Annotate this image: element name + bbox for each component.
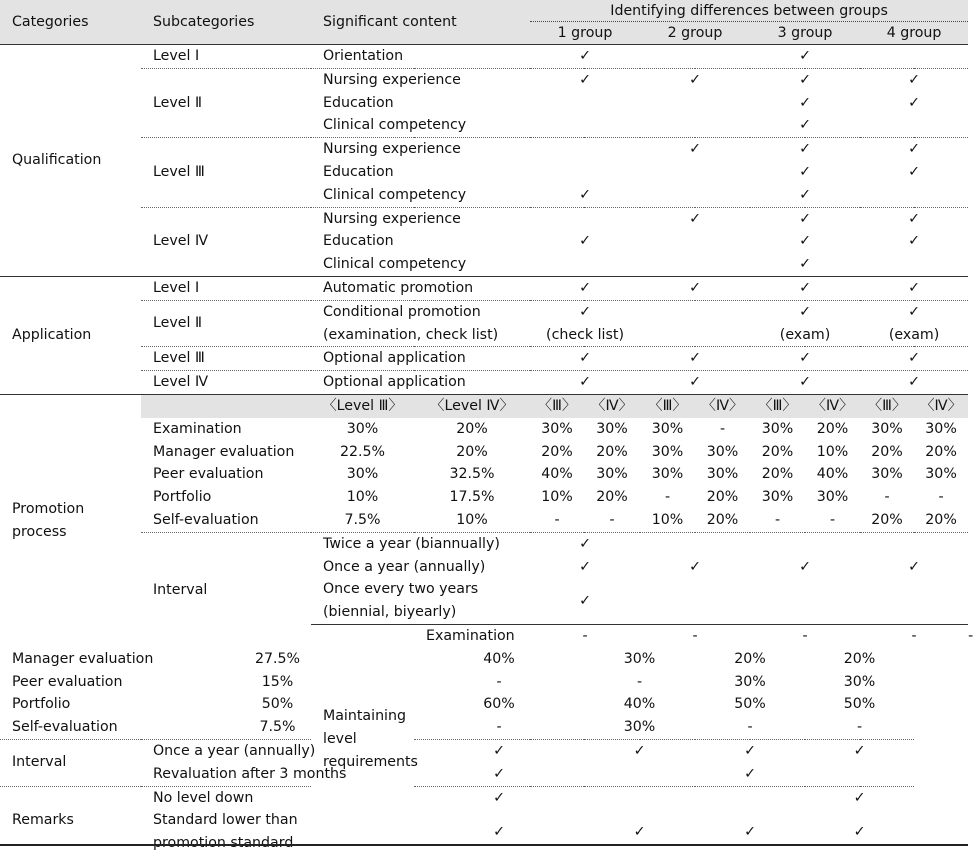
check-mark: ✓ [584,739,695,762]
empty-cell [805,763,914,786]
empty-cell [860,578,968,601]
subhead-roman-4: 〈Ⅳ〉 [914,394,968,417]
maint-value: 60% [483,696,515,713]
promo-value: - [884,489,890,506]
check-mark: ✓ [640,371,750,395]
note-check-list: (check list) [546,326,624,343]
empty-cell [860,45,968,69]
promo-value: 30% [871,420,903,437]
sub-level-4: Level Ⅳ [141,371,311,395]
empty-cell [860,601,968,624]
empty-cell [530,138,640,161]
promo-value: 30% [761,489,794,506]
content-no-level-down: No level down [141,786,414,809]
sub-interval: Interval [0,739,141,786]
subhead-level-3: 〈Level Ⅲ〉 [311,394,414,417]
promo-value: 10% [651,511,684,528]
check-mark: ✓ [860,276,968,300]
app-l1-row [0,276,968,300]
empty-cell [530,114,640,137]
content-orientation: Orientation [311,45,530,69]
promo-value: 22.5% [339,443,386,460]
header-g3: 3 group [750,22,860,45]
maint-row-manager [0,648,968,671]
maint-value: - [860,624,968,647]
promo-label: Examination [153,420,242,437]
check-mark: ✓ [799,163,811,180]
empty-cell [640,253,750,276]
app-l3-row [0,347,968,371]
sub-level-3: Level Ⅲ [141,138,311,207]
check-mark: ✓ [799,558,811,575]
empty-cell [640,300,750,323]
promo-value: 10% [816,443,849,460]
promo-subheader-row [0,394,968,417]
header-subcategories: Subcategories [141,0,311,45]
promo-value: 30% [346,466,379,483]
check-mark: ✓ [799,94,811,111]
check-mark: ✓ [640,347,750,371]
check-mark: ✓ [860,68,968,91]
sub-level-1: Level Ⅰ [141,45,311,69]
promo-value: 30% [706,466,739,483]
bottom-rule [0,844,968,846]
sub-level-2: Level Ⅱ [141,300,311,347]
check-mark: ✓ [750,45,860,69]
maint-value: 20% [734,650,766,667]
cat-promotion-line1: Promotion [12,501,85,518]
content-once-a-year: Once a year (annually) [141,739,414,762]
check-mark: ✓ [744,765,756,782]
promo-value: 30% [706,443,739,460]
content-standard-lower: Standard lower than [153,812,298,829]
promo-value: 20% [456,443,488,460]
content-education: Education [323,233,394,250]
promo-value: 32.5% [449,466,495,483]
content-nursing-experience: Nursing experience [311,138,530,161]
maint-value: 30% [623,650,656,667]
promo-value: - [609,511,615,528]
check-mark: ✓ [799,256,811,273]
maint-row-portfolio [0,693,968,716]
cat-maintaining-line2: requirements [323,754,418,771]
maint-label: Examination [414,624,530,647]
check-mark: ✓ [530,68,640,91]
cat-maintaining-line1: Maintaining level [323,708,406,748]
check-mark: ✓ [530,532,640,555]
promo-value: 20% [925,511,957,528]
content-once-a-year: Once a year (annually) [323,558,486,575]
check-mark: ✓ [689,558,701,575]
maint-value: - [747,719,753,736]
check-mark: ✓ [805,786,914,809]
qual-l3-row-1 [0,138,968,161]
content-promotion-standard: promotion standard [153,835,294,852]
maint-label: Peer evaluation [12,673,123,690]
content-clinical-competency: Clinical competency [323,117,467,134]
check-mark: ✓ [750,300,860,323]
content-clinical-competency: Clinical competency [323,186,467,203]
header-content: Significant content [311,0,530,45]
promo-value: - [774,511,781,528]
maint-value: 30% [623,719,656,736]
empty-cell [640,230,750,253]
check-mark: ✓ [750,68,860,91]
subhead-roman-3: 〈Ⅲ〉 [530,394,584,417]
promo-value: 20% [706,489,739,506]
content-education: Education [323,94,394,111]
check-mark: ✓ [414,739,584,762]
promo-row-examination [0,418,968,441]
cat-promotion-line2: process [12,524,67,541]
promo-value: 30% [925,420,957,437]
cat-qualification: Qualification [0,45,141,277]
subhead-roman-4: 〈Ⅳ〉 [584,394,640,417]
empty-cell [640,114,750,137]
empty-cell [530,161,640,184]
promo-row-self [0,509,968,532]
check-mark: ✓ [579,233,591,250]
header-row-1 [0,0,968,22]
app-l2-row-1 [0,300,968,323]
promo-value: 30% [651,466,684,483]
sub-level-3: Level Ⅲ [141,347,311,371]
promo-value: - [938,489,944,506]
maint-remarks-row-1 [0,786,968,809]
content-nursing-experience: Nursing experience [311,68,530,91]
promo-value: 20% [871,511,903,528]
check-mark: ✓ [414,786,584,809]
promo-value: 30% [651,443,684,460]
cat-promotion-process [0,394,141,647]
maint-value: - [636,673,643,690]
check-mark: ✓ [860,371,968,395]
maint-value: 40% [483,650,515,667]
note-exam: (exam) [779,326,831,343]
promo-value: 7.5% [344,511,381,528]
empty-cell [530,207,640,230]
maint-value: 50% [734,696,766,713]
promo-row-peer [0,463,968,486]
maint-row-peer [0,671,968,694]
content-conditional-detail: (examination, check list) [323,326,499,343]
check-mark: ✓ [493,765,505,782]
sub-interval: Interval [141,532,311,647]
maint-row-examination: Maintaining level requirements Examination - - - - - [0,624,968,647]
promo-label: Portfolio [153,489,212,506]
content-nursing-experience: Nursing experience [311,207,530,230]
check-mark: ✓ [530,347,640,371]
promo-row-manager [0,441,968,464]
header-g2: 2 group [640,22,750,45]
promo-value: 20% [761,466,794,483]
qual-l2-row-1 [0,68,968,91]
header-g1: 1 group [530,22,640,45]
empty-cell [530,253,640,276]
empty-cell [750,532,860,555]
maint-remarks-row-2 [0,809,968,832]
empty-cell [750,578,860,601]
check-mark: ✓ [799,186,811,203]
check-mark: ✓ [908,94,920,111]
subhead-roman-3: 〈Ⅲ〉 [860,394,914,417]
promo-value: 10% [346,489,379,506]
maint-label: Self-evaluation [12,719,118,736]
app-l4-row [0,371,968,395]
content-revaluation: Revaluation after 3 months [153,765,347,782]
header-g4: 4 group [860,22,968,45]
check-mark: ✓ [530,300,640,323]
content-twice-a-year: Twice a year (biannually) [311,532,530,555]
check-mark: ✓ [633,823,646,840]
promo-label: Peer evaluation [153,466,264,483]
empty-cell [640,532,750,555]
empty-cell [860,114,968,137]
promo-value: 10% [456,511,488,528]
promo-value: 10% [541,489,573,506]
maint-value: - [530,624,640,647]
empty-cell [640,161,750,184]
promo-row-portfolio [0,486,968,509]
sub-level-1: Level Ⅰ [141,276,311,300]
content-optional-application: Optional application [311,347,530,371]
empty-cell [640,578,750,601]
check-mark: ✓ [799,233,811,250]
empty-cell [695,786,805,809]
promo-value: 30% [596,466,628,483]
maint-value: - [856,719,863,736]
promo-value: 20% [596,443,628,460]
maint-row-self [0,716,968,739]
promo-value: 20% [925,443,957,460]
check-mark: ✓ [853,823,866,840]
maint-value: 40% [623,696,656,713]
check-mark: ✓ [750,347,860,371]
check-mark: ✓ [640,68,750,91]
sub-level-2: Level Ⅱ [141,68,311,137]
check-mark: ✓ [860,138,968,161]
empty-cell [640,324,750,347]
empty-cell [640,601,750,624]
promo-value: 30% [761,420,794,437]
promo-label: Self-evaluation [153,511,259,528]
check-mark: ✓ [750,207,860,230]
empty-cell [640,45,750,69]
check-mark: ✓ [860,207,968,230]
empty-cell [584,763,695,786]
promo-value: 40% [816,466,849,483]
check-mark: ✓ [695,739,805,762]
content-conditional-promotion: Conditional promotion [311,300,530,323]
promo-value: - [829,511,836,528]
empty-cell [584,786,695,809]
promo-interval-row-1 [0,532,968,555]
check-mark: ✓ [640,207,750,230]
promo-value: 20% [761,443,794,460]
check-mark: ✓ [750,276,860,300]
check-mark: ✓ [579,558,591,575]
promo-value: 30% [816,489,849,506]
check-mark: ✓ [908,558,920,575]
check-mark: ✓ [640,276,750,300]
check-mark: ✓ [579,592,591,609]
promo-value: 30% [925,466,957,483]
check-mark: ✓ [750,138,860,161]
subhead-roman-3: 〈Ⅲ〉 [640,394,695,417]
qual-l1-row [0,45,968,69]
maint-value: - [750,624,860,647]
promo-value: 30% [541,420,573,437]
qual-l4-row-1 [0,207,968,230]
maint-value: 15% [261,673,294,690]
check-mark: ✓ [860,347,968,371]
check-mark: ✓ [640,138,750,161]
promo-label: Manager evaluation [153,443,295,460]
check-mark: ✓ [860,300,968,323]
content-education: Education [323,163,394,180]
promo-value: 20% [816,420,849,437]
maint-value: 30% [734,673,766,690]
cat-application: Application [0,276,141,394]
empty-cell [640,92,750,115]
promo-value: 20% [706,511,739,528]
maint-value: - [496,719,502,736]
maint-value: - [640,624,750,647]
subhead-roman-4: 〈Ⅳ〉 [695,394,750,417]
maint-value: 27.5% [254,650,301,667]
content-every-two-years: Once every two years [323,581,479,598]
promo-value: 30% [346,420,379,437]
empty-cell [530,92,640,115]
content-biennial: (biennial, biyearly) [323,604,457,621]
subhead-roman-4: 〈Ⅳ〉 [805,394,860,417]
promo-value: - [664,489,671,506]
maint-value: 50% [261,696,294,713]
promo-value: 20% [871,443,903,460]
empty-cell [141,394,311,417]
check-mark: ✓ [750,371,860,395]
promo-value: 40% [541,466,573,483]
subhead-roman-3: 〈Ⅲ〉 [750,394,805,417]
check-mark: ✓ [530,371,640,395]
promo-value: 30% [651,420,684,437]
empty-cell [860,253,968,276]
maint-value: 7.5% [259,719,296,736]
maint-interval-row-2 [0,763,968,786]
check-mark: ✓ [530,276,640,300]
promo-value: - [554,511,560,528]
sub-level-4: Level Ⅳ [141,207,311,276]
check-mark: ✓ [908,233,920,250]
promo-value: - [719,420,726,437]
content-automatic-promotion: Automatic promotion [311,276,530,300]
empty-cell [860,532,968,555]
maint-value: 30% [843,673,876,690]
maint-label: Manager evaluation [12,650,154,667]
maint-interval-row-1 [0,739,968,762]
check-mark: ✓ [493,823,505,840]
header-categories: Categories [0,0,141,45]
check-mark: ✓ [579,186,591,203]
promo-value: 30% [596,420,628,437]
subhead-level-4: 〈Level Ⅳ〉 [414,394,530,417]
content-clinical-competency: Clinical competency [323,256,467,273]
content-optional-application: Optional application [311,371,530,395]
header-diff [530,0,968,22]
promo-value: 20% [541,443,573,460]
check-mark: ✓ [799,117,811,134]
promo-value: 30% [871,466,903,483]
header-diff-text: Identifying differences between groups [610,3,888,19]
check-mark: ✓ [530,45,640,69]
header-diff-rule [530,21,968,22]
maint-value: - [496,673,502,690]
maint-value: 50% [843,696,876,713]
promo-value: 20% [596,489,628,506]
maint-value: 20% [843,650,876,667]
check-mark: ✓ [744,823,756,840]
empty-cell [860,184,968,207]
sub-remarks: Remarks [0,786,141,855]
empty-cell [750,601,860,624]
check-mark: ✓ [908,163,920,180]
promo-value: 20% [456,420,488,437]
check-mark: ✓ [805,739,914,762]
promo-value: 17.5% [449,489,495,506]
empty-cell [640,184,750,207]
note-exam: (exam) [888,326,940,343]
maint-label: Portfolio [12,696,71,713]
